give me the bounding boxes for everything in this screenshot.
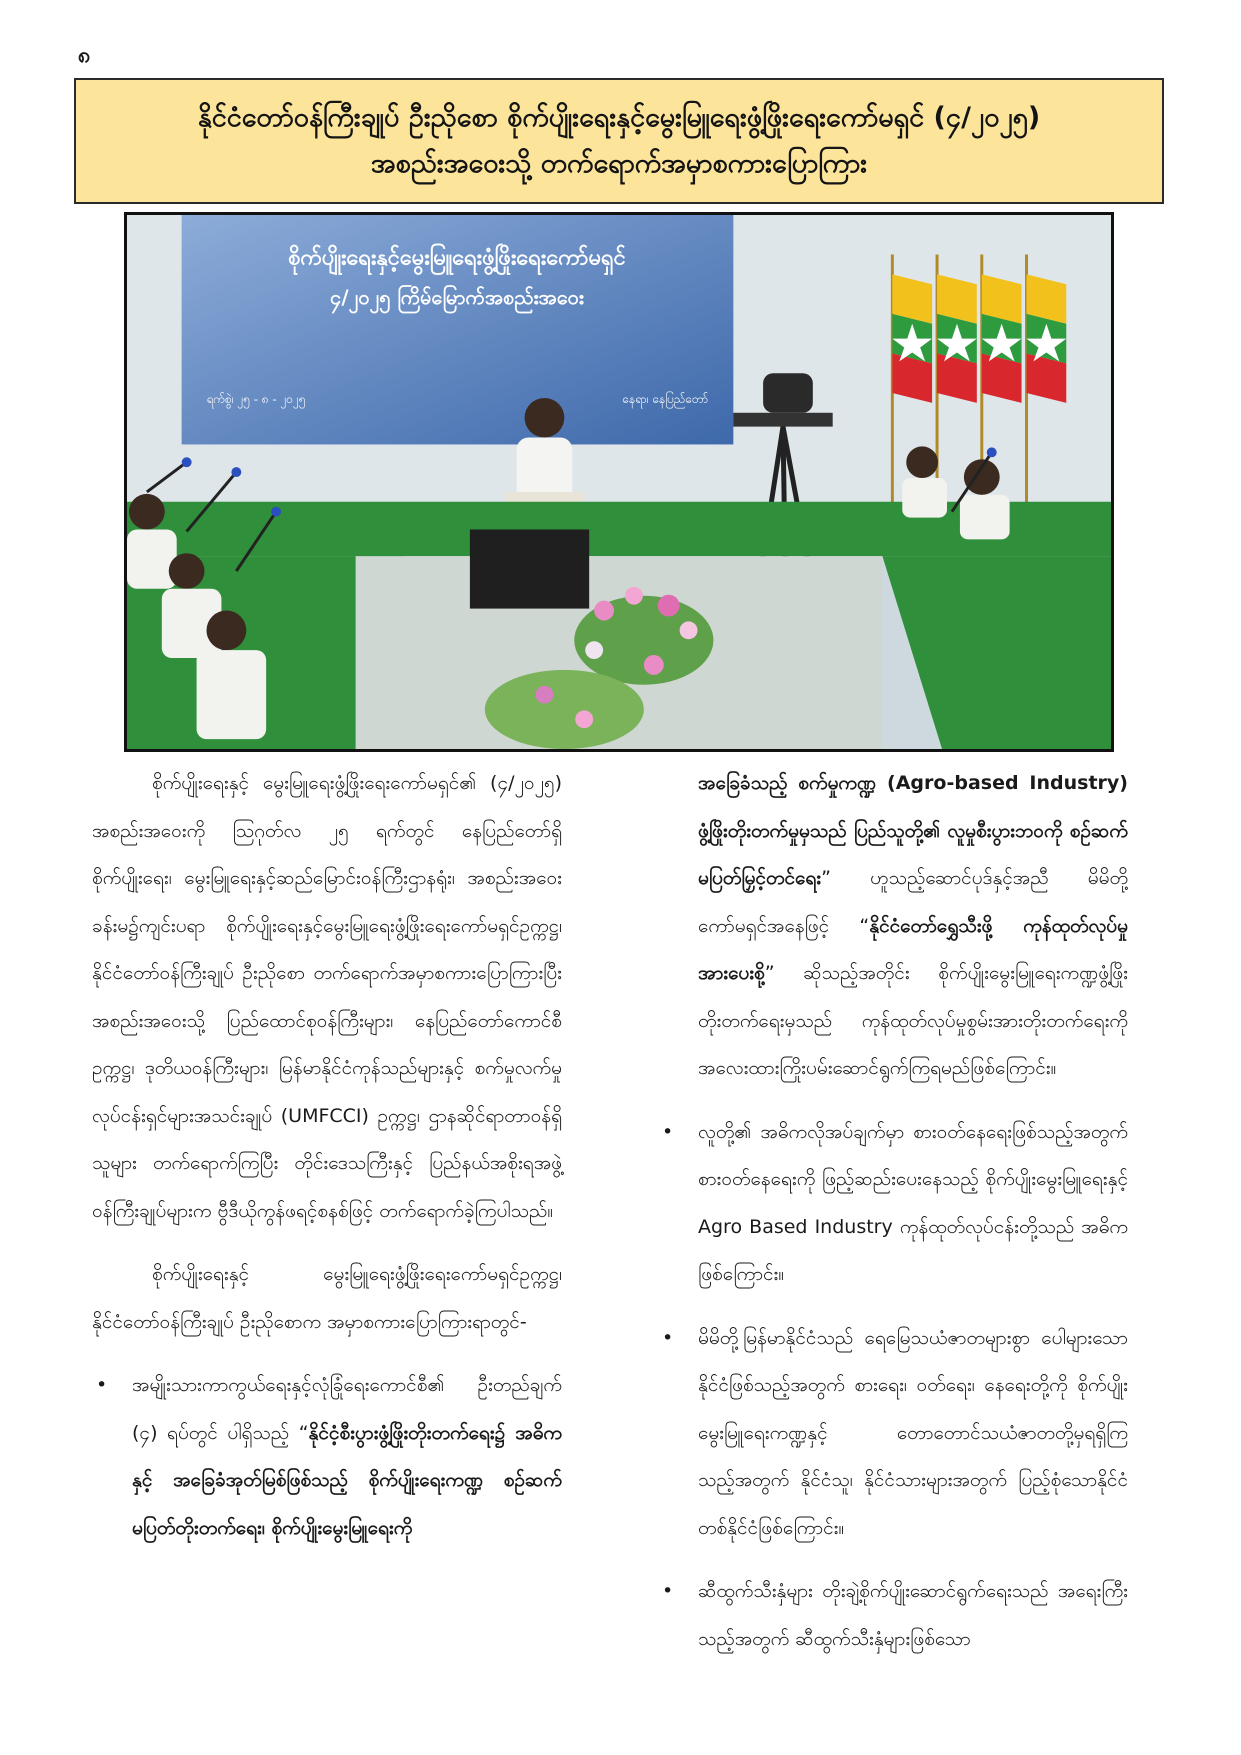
bullet-icon: • (662, 1326, 674, 1349)
continuation-text-1: ” ဟူသည့်ဆောင်ပုဒ်နှင့်အညီ မိမိတို့ကော်မရှင်အနေဖြင့် “ (698, 867, 1128, 937)
bullet-1-prefix: အမျိုးသားကာကွယ်ရေးနှင့်လုံခြုံရေးကောင်စီ၏ ဦးတည်ချက် (၄) ရပ်တွင် ပါရှိသည့် “ (132, 1374, 562, 1444)
bullet-item-1-continued (658, 760, 1128, 1093)
continuation-bold: အခြေခံသည့် စက်မှုကဏ္ဍ (Agro-based Industry) ဖွံ့ဖြိုးတိုးတက်မှုမှသည် ပြည်သူတို့၏ လူမှုစီးပွားဘဝကို စဉ်ဆက်မပြတ်မြှင့်တင်ရေး (698, 772, 1128, 889)
bullet-icon: • (662, 1580, 674, 1602)
bullet-text-1 (132, 1362, 562, 1552)
title-line-2: အစည်းအဝေးသို့ တက်ရောက်အမှာစကားပြောကြား (370, 148, 868, 179)
banner-title-2: ၄/၂၀၂၅ ကြိမ်မြောက်အစည်းအဝေး (330, 286, 584, 309)
bullet-text-3: မိမိတို့မြန်မာနိုင်ငံသည် ရေမြေသယံဇာတများစွာ ပေါများသောနိုင်ငံဖြစ်သည့်အတွက် စားရေး၊ ဝတ်ရေး၊ နေရေးတို့ကို စိုက်ပျိုးမွေးမြူရေးကဏ္ဍနှင့် တောတောင်သယံဇာတတို့မှရရှိကြသည့်အတွက် နိုင်ငံသူ၊ နိုင်ငံသားများအတွက် ပြည့်စုံသောနိုင်ငံတစ်နိုင်ငံဖြစ်ကြောင်း။ (698, 1326, 1128, 1539)
banner-date: ရက်စွဲ၊ ၂၅ - ၈ - ၂၀၂၅ (206, 391, 306, 406)
bullet-icon: • (662, 1120, 674, 1143)
bullet-item-3 (658, 1315, 1128, 1553)
bullet-text-4: ဆီထွက်သီးနှံများ တိုးချဲ့စိုက်ပျိုးဆောင်ရွက်ရေးသည် အရေးကြီးသည့်အတွက် ဆီထွက်သီးနှံများဖြစ်သော (698, 1580, 1128, 1650)
right-column (658, 760, 1128, 1663)
title-line-1: နိုင်ငံတော်ဝန်ကြီးချုပ် ဦးညိုစော စိုက်ပျိုးရေးနှင့်မွေးမြူရေးဖွံ့ဖြိုးရေးကော်မရှင် (၄/၂၀၂၅) (197, 102, 1041, 133)
bullet-item-1 (92, 1362, 562, 1552)
meeting-photo (124, 212, 1114, 752)
bullet-text-2: လူတို့၏ အဓိကလိုအပ်ချက်မှာ စားဝတ်နေရေးဖြစ်သည့်အတွက် စားဝတ်နေရေးကို ဖြည့်ဆည်းပေးနေသည့် စိုက်ပျိုးမွေးမြူရေးနှင့် Agro Based Industry ကုန်ထုတ်လုပ်ငန်းတို့သည် အဓိကဖြစ်ကြောင်း။ (698, 1120, 1128, 1285)
bullet-item-4 (658, 1568, 1128, 1663)
left-column (92, 760, 562, 1552)
meeting-photo-illustration (127, 215, 1111, 749)
bullet-icon: • (96, 1374, 108, 1396)
bullet-1-continuation (698, 760, 1128, 1093)
banner-place: နေရာ၊ နေပြည်တော် (622, 391, 709, 406)
intro-paragraph: စိုက်ပျိုးရေးနှင့် မွေးမြူရေးဖွံ့ဖြိုးရေးကော်မရှင်၏ (၄/၂၀၂၅) အစည်းအဝေးကို ဩဂုတ်လ ၂၅ ရက်တွင် နေပြည်တော်ရှိ စိုက်ပျိုးရေး၊ မွေးမြူရေးနှင့်ဆည်မြောင်းဝန်ကြီးဌာနရုံး၊ အစည်းအဝေးခန်းမ၌ကျင်းပရာ စိုက်ပျိုးရေးနှင့်မွေးမြူရေးဖွံ့ဖြိုးရေးကော်မရှင်ဥက္ကဋ္ဌ၊ နိုင်ငံတော်ဝန်ကြီးချုပ် ဦးညိုစော တက်ရောက်အမှာစကားပြောကြားပြီး အစည်းအဝေးသို့ ပြည်ထောင်စုဝန်ကြီးများ၊ နေပြည်တော်ကောင်စီဥက္ကဋ္ဌ၊ ဒုတိယဝန်ကြီးများ၊ မြန်မာနိုင်ငံကုန်သည်များနှင့် စက်မှုလက်မှုလုပ်ငန်းရှင်များအသင်းချုပ် (UMFCCI) ဥက္ကဋ္ဌ၊ ဌာနဆိုင်ရာတာဝန်ရှိသူများ တက်ရောက်ကြပြီး တိုင်းဒေသကြီးနှင့် ပြည်နယ်အစိုးရအဖွဲ့ ဝန်ကြီးချုပ်များက ဗွီဒီယိုကွန်ဖရင့်စနစ်ဖြင့် တက်ရောက်ခဲ့ကြပါသည်။ (92, 772, 562, 1222)
slogan-bold: နိုင်ငံတော်ရွှေသီးဖို့ ကုန်ထုတ်လုပ်မှုအားပေးစို့ (698, 914, 1128, 984)
bullet-1-bold: နိုင်ငံ့စီးပွားဖွံ့ဖြိုးတိုးတက်ရေး၌ အဓိကနှင့် အခြေခံအုတ်မြစ်ဖြစ်သည့် စိုက်ပျိုးရေးကဏ္ဍ စဉ်ဆက်မပြတ်တိုးတက်ရေး၊ စိုက်ပျိုးမွေးမြူရေးကို (132, 1421, 562, 1539)
banner-title-1: စိုက်ပျိုးရေးနှင့်မွေးမြူရေးဖွံ့ဖြိုးရေးကော်မရှင် (288, 245, 626, 271)
title-box (74, 78, 1164, 204)
bullet-item-2 (658, 1109, 1128, 1299)
speech-intro-paragraph: စိုက်ပျိုးရေးနှင့် မွေးမြူရေးဖွံ့ဖြိုးရေးကော်မရှင်ဥက္ကဋ္ဌ၊ နိုင်ငံတော်ဝန်ကြီးချုပ် ဦးညိုစောက အမှာစကားပြောကြားရာတွင်- (92, 1263, 562, 1333)
continuation-text-2: ” ဆိုသည့်အတိုင်း စိုက်ပျိုးမွေးမြူရေးကဏ္ဍဖွံ့ဖြိုးတိုးတက်ရေးမှသည် ကုန်ထုတ်လုပ်မှုစွမ်းအားတိုးတက်ရေးကို အလေးထားကြိုးပမ်းဆောင်ရွက်ကြရမည်ဖြစ်ကြောင်း။ (698, 962, 1128, 1079)
page-number: ၈ (78, 43, 91, 68)
